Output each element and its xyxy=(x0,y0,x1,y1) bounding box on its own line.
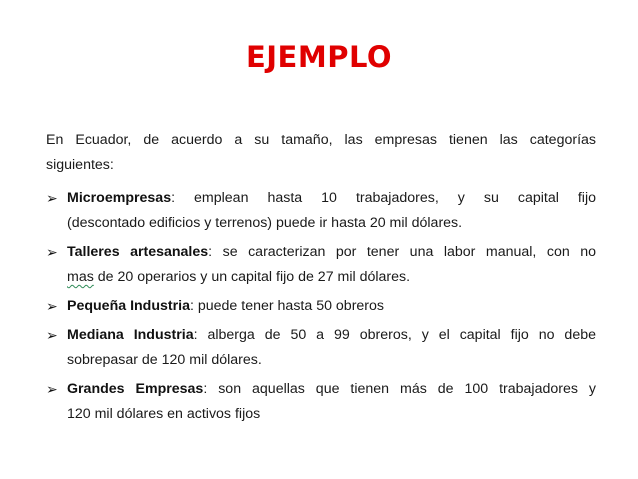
item-line-1 xyxy=(67,186,596,211)
arrow-bullet-icon: ➢ xyxy=(46,190,58,206)
item-text: : puede tener hasta 50 obreros xyxy=(189,298,385,314)
item-text: : alberga de 50 a 99 obreros, y el capital fijo no debe xyxy=(193,327,596,343)
arrow-bullet-icon: ➢ xyxy=(46,298,58,314)
intro-line-1: En Ecuador, de acuerdo a su tamaño, las empresas tienen las categorías xyxy=(46,132,596,148)
list-item-grandes-empresas xyxy=(46,377,596,427)
arrow-bullet-icon: ➢ xyxy=(46,327,58,343)
item-line-1 xyxy=(67,240,596,265)
list-item-microempresas xyxy=(46,186,596,236)
item-line-2: (descontado edificios y terrenos) puede ir hasta 20 mil dólares. xyxy=(67,215,463,231)
item-text: de 20 operarios y un capital fijo de 27 mil dólares. xyxy=(93,269,411,285)
term-pequena-industria: Pequeña Industria xyxy=(67,298,190,314)
slide-title: EJEMPLO xyxy=(245,40,393,74)
item-text: : son aquellas que tienen más de 100 trabajadores y xyxy=(203,381,596,397)
list-item-pequena-industria xyxy=(46,294,596,319)
item-line-1 xyxy=(67,294,596,319)
term-mediana-industria: Mediana Industria xyxy=(67,327,194,343)
item-text: : se caracterizan por tener una labor manual, con no xyxy=(208,244,597,260)
document-body xyxy=(46,128,596,427)
term-talleres-artesanales: Talleres artesanales xyxy=(67,244,209,260)
list-item-mediana-industria xyxy=(46,323,596,373)
intro-line-2: siguientes: xyxy=(46,157,114,173)
item-line-1 xyxy=(67,377,596,402)
category-list xyxy=(46,186,596,427)
item-line-2: sobrepasar de 120 mil dólares. xyxy=(67,352,262,368)
item-line-2: 120 mil dólares en activos fijos xyxy=(67,406,261,422)
intro-paragraph xyxy=(46,128,596,178)
list-item-talleres xyxy=(46,240,596,290)
item-line-1 xyxy=(67,323,596,348)
arrow-bullet-icon: ➢ xyxy=(46,244,58,260)
term-microempresas: Microempresas xyxy=(67,190,172,206)
arrow-bullet-icon: ➢ xyxy=(46,381,58,397)
item-line-2 xyxy=(67,265,596,290)
item-text: : emplean hasta 10 trabajadores, y su capital fijo xyxy=(171,190,596,206)
term-grandes-empresas: Grandes Empresas xyxy=(67,381,204,397)
spellcheck-flagged-word: mas xyxy=(67,269,94,285)
